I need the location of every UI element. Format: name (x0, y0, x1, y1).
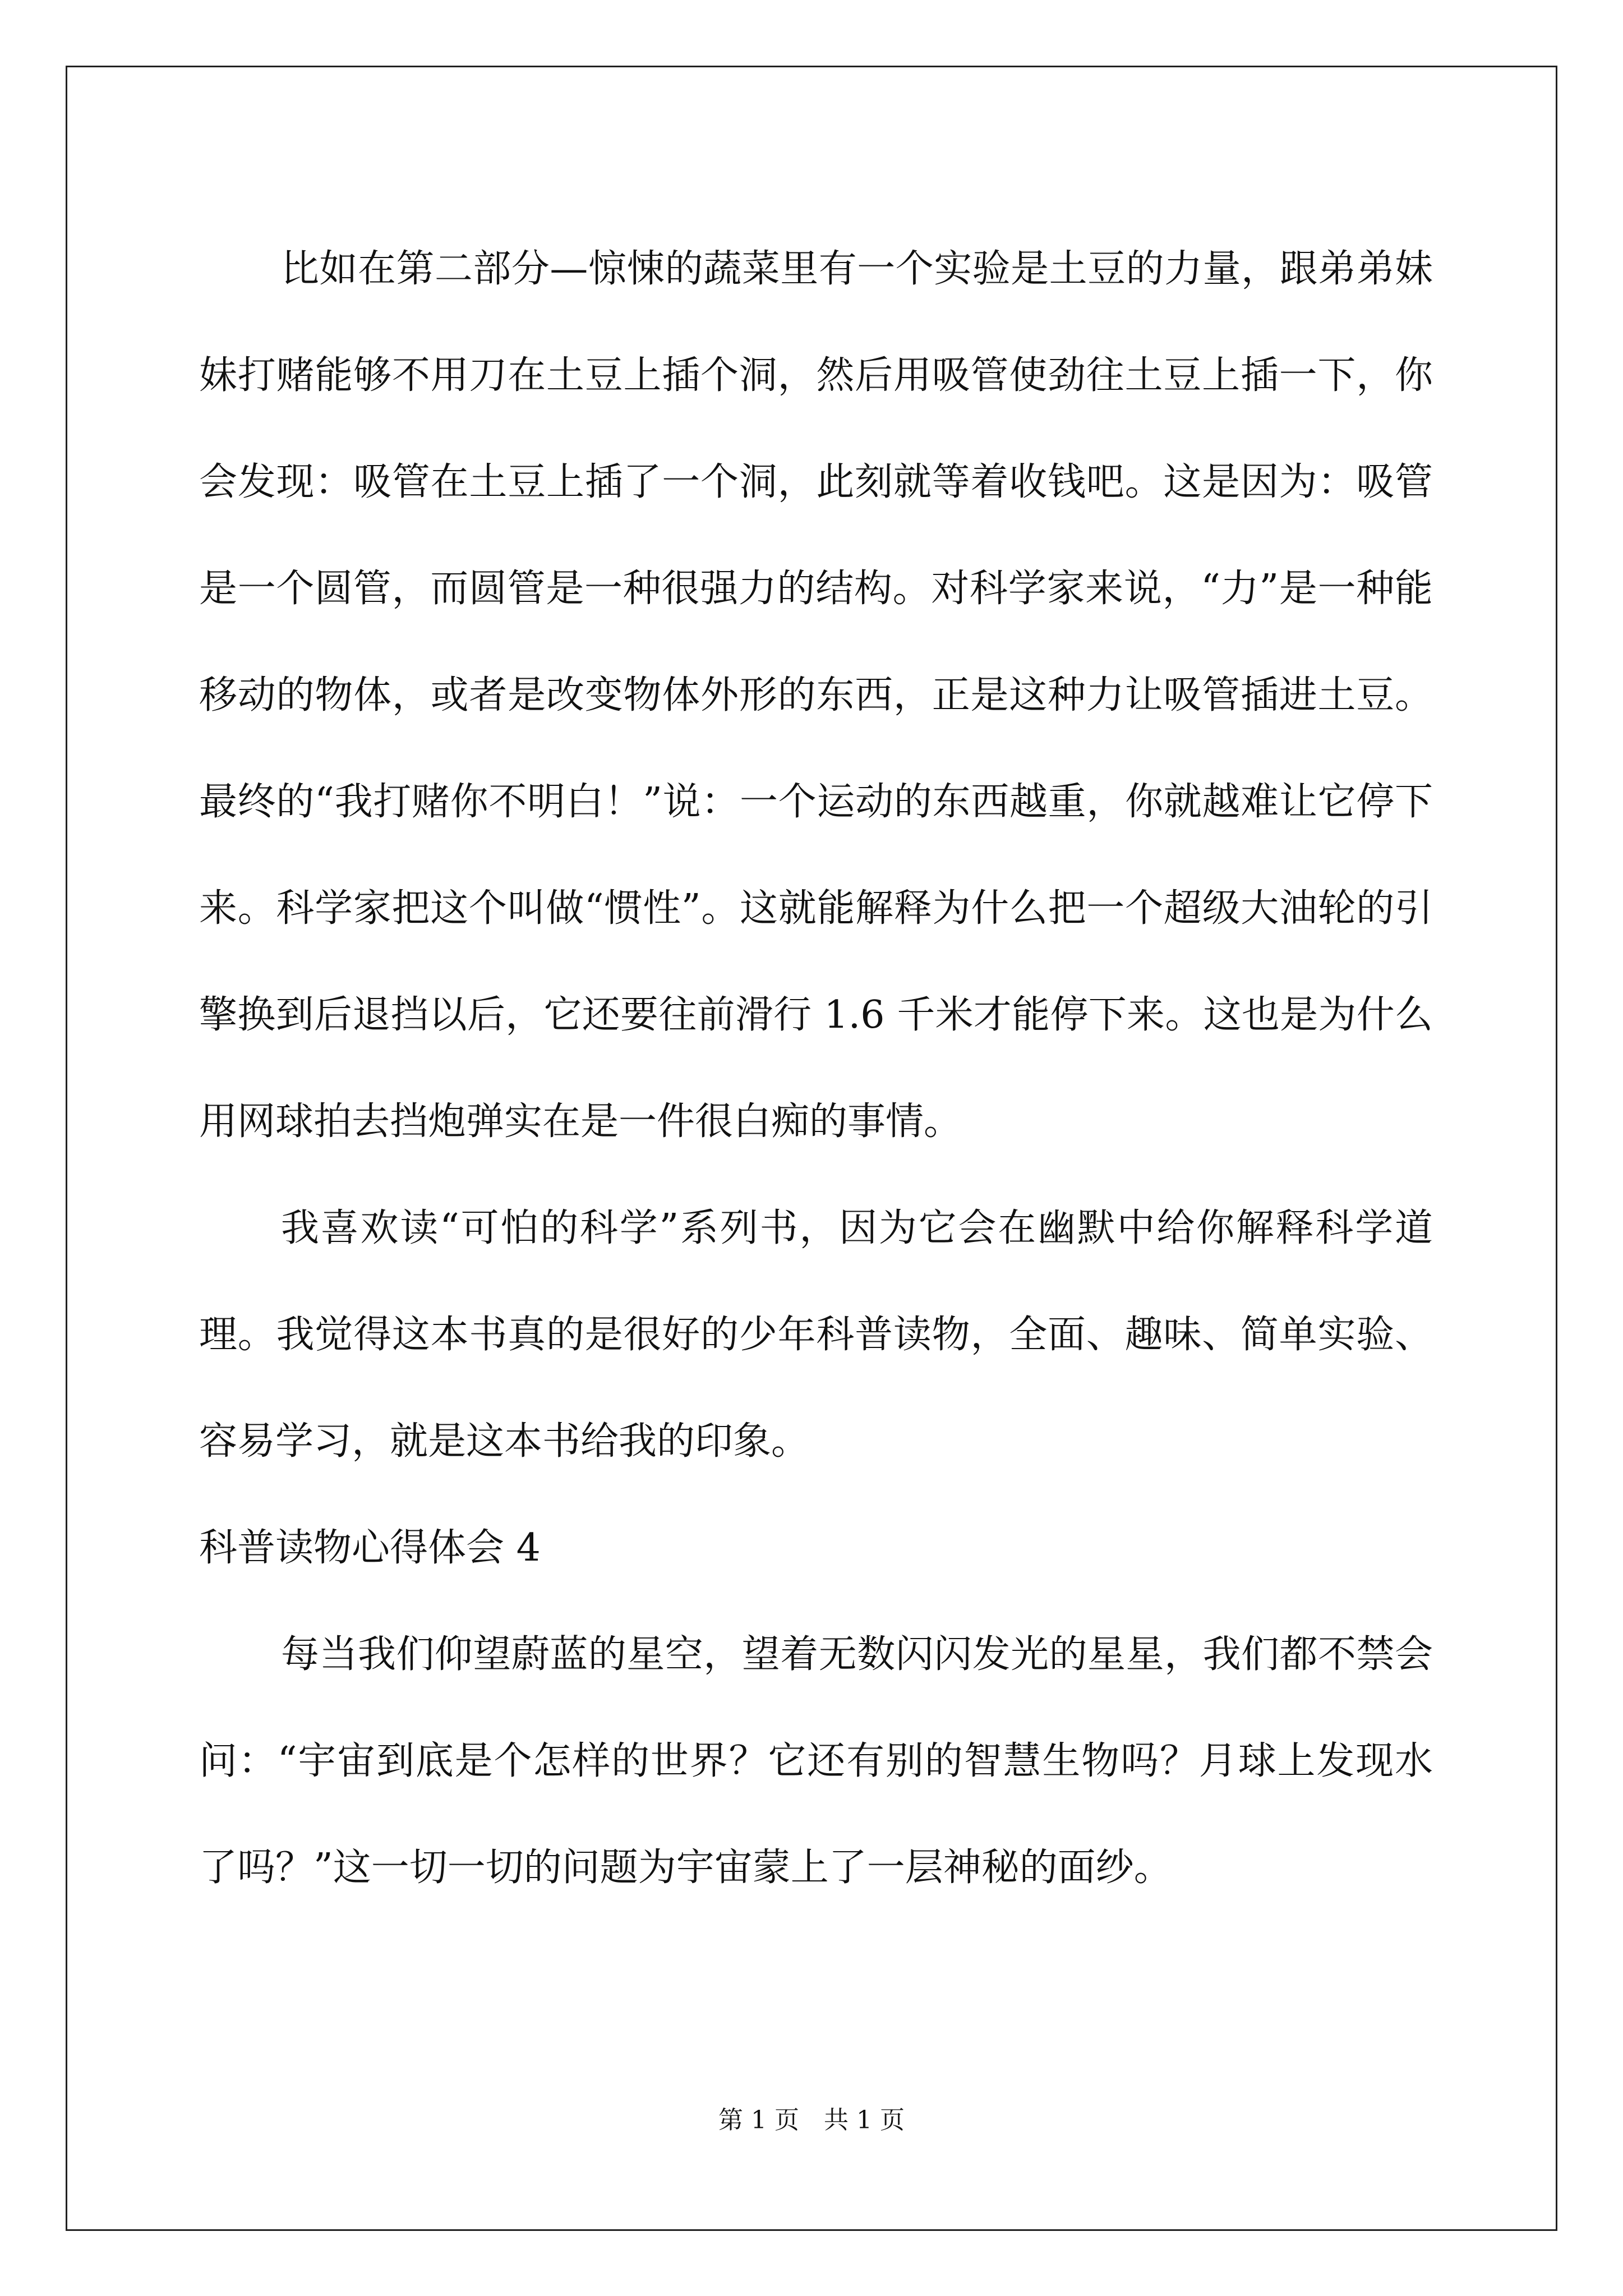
section-heading: 科普读物心得体会 4 (199, 1526, 541, 1570)
document-body (199, 216, 1433, 1921)
page-number-footer: 第 1 页 共 1 页 (718, 2106, 905, 2134)
paragraph-potato-experiment: 比如在第二部分—惊悚的蔬菜里有一个实验是土豆的力量，跟弟弟妹妹打赌能够不用刀在土豆上插个洞，然后用吸管使劲往土豆上插一下，你会发现：吸管在土豆上插了一个洞，此刻就等着收钱吧。这是因为：吸管是一个圆管，而圆管是一种很强力的结构。对科学家来说，“力”是一种能移动的物体，或者是改变物体外形的东西，正是这种力让吸管插进土豆。最终的“我打赌你不明白！”说：一个运动的东西越重，你就越难让它停下来。科学家把这个叫做“惯性”。这就能解释为什么把一个超级大油轮的引擎换到后退挡以后，它还要往前滑行 1.6 千米才能停下来。这也是为什么用网球拍去挡炮弹实在是一件很白痴的事情。 (199, 247, 1433, 1144)
paragraph-starry-sky: 每当我们仰望蔚蓝的星空，望着无数闪闪发光的星星，我们都不禁会问：“宇宙到底是个怎样的世界？它还有别的智慧生物吗？月球上发现水了吗？”这一切一切的问题为宇宙蒙上了一层神秘的面纱。 (199, 1632, 1433, 1890)
paragraph-series-opinion: 我喜欢读“可怕的科学”系列书，因为它会在幽默中给你解释科学道理。我觉得这本书真的是很好的少年科普读物，全面、趣味、简单实验、容易学习，就是这本书给我的印象。 (199, 1206, 1433, 1464)
